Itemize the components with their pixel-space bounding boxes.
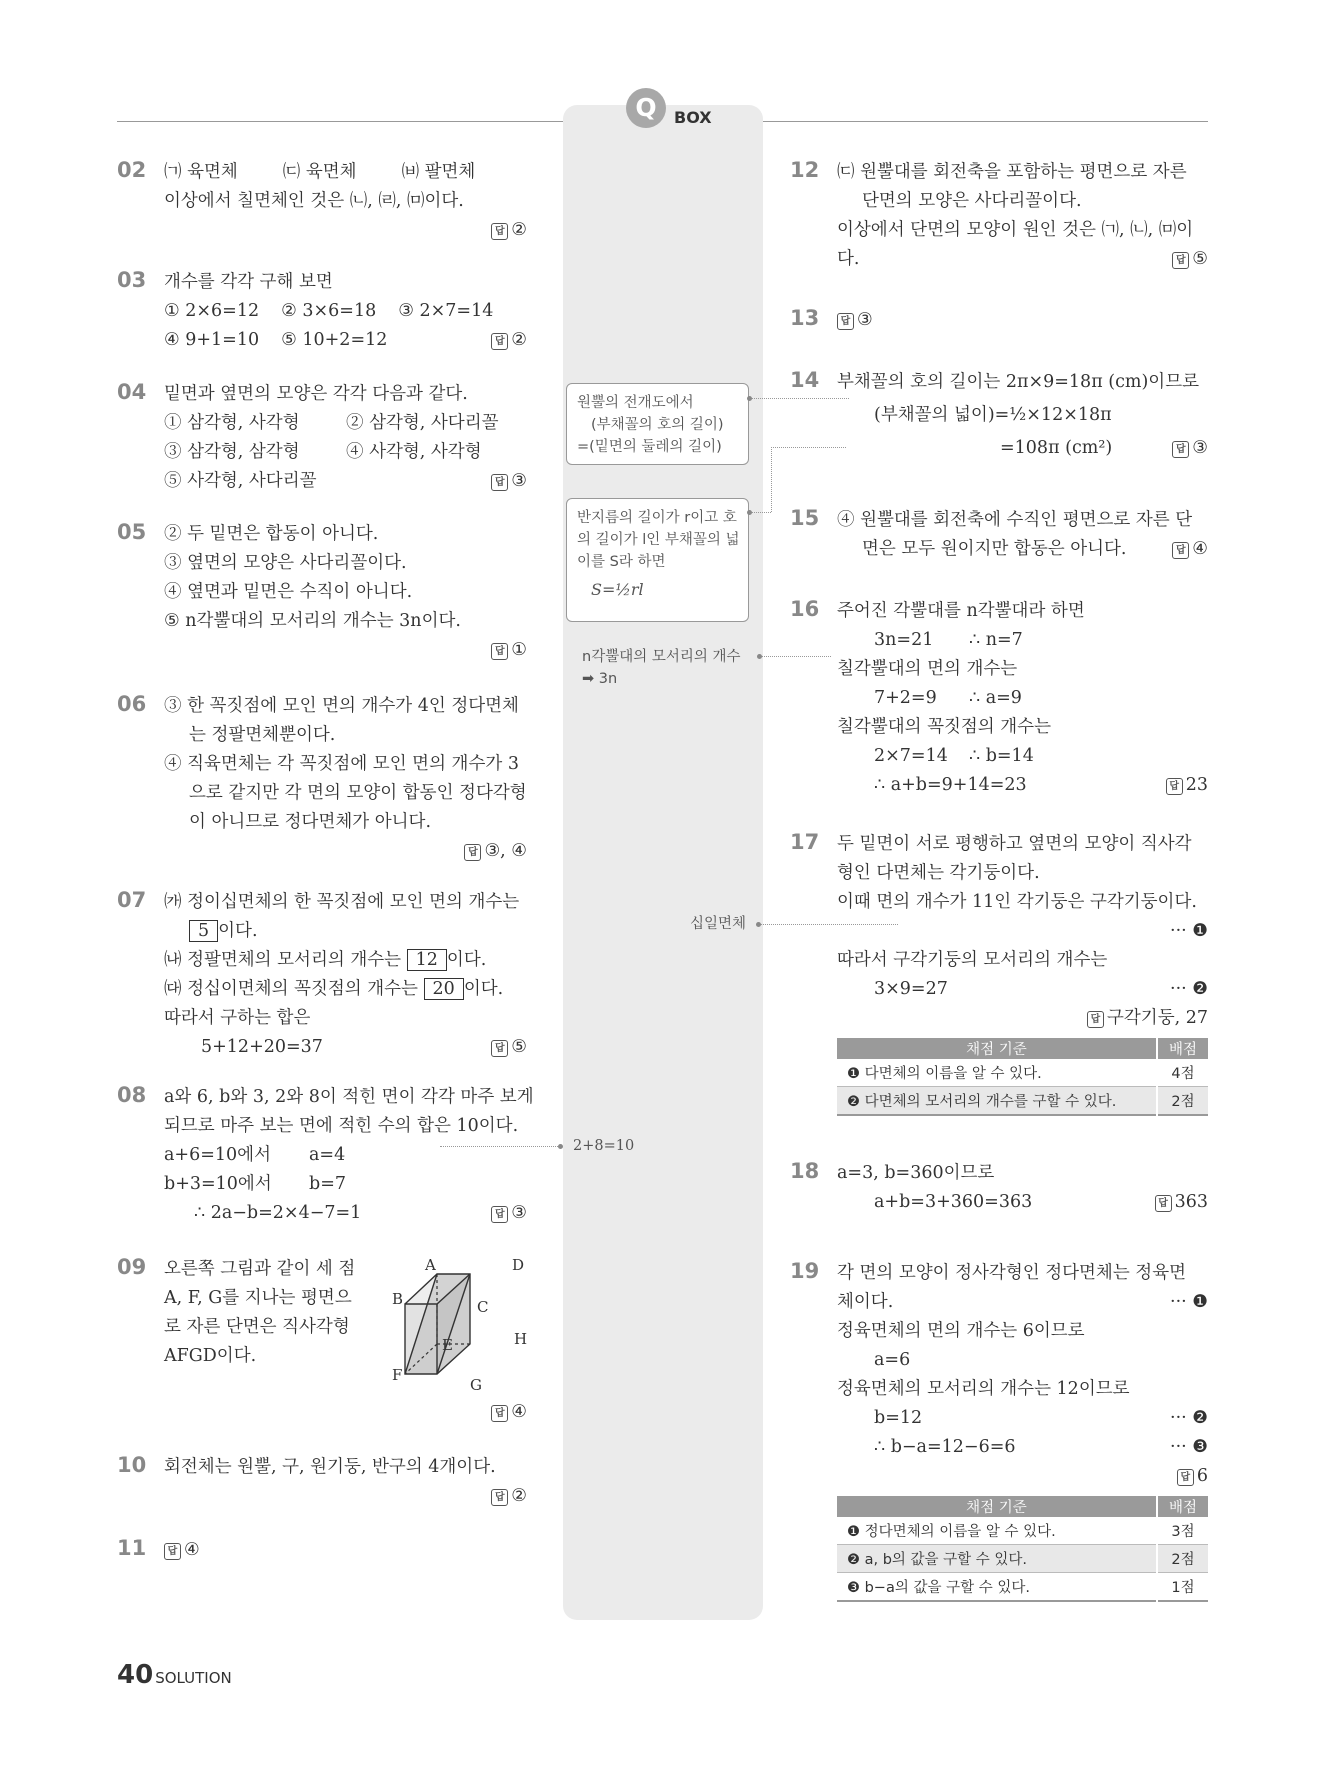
qbox-note-cone-net: 원뿔의 전개도에서 (부채꼴의 호의 길이) =(밑면의 둘레의 길이) xyxy=(566,383,749,465)
problem-08: 08 a와 6, b와 3, 2와 8이 적힌 면이 각각 마주 보게 되므로 마주 보는 면에 적힌 수의 합은 10이다. a+6=10에서 a=4 b+3=10에서 b=7 ∴ 2a−b=2×4−7=1 답 ③ xyxy=(117,1083,534,1223)
problem-10: 10 회전체는 원뿔, 구, 원기둥, 반구의 4개이다. 답 ② xyxy=(117,1453,527,1506)
cube-label-C: C xyxy=(477,1298,489,1316)
problem-04: 04 밑면과 옆면의 모양은 각각 다음과 같다. ① 삼각형, 사각형 ② 삼각형, 사다리꼴 ③ 삼각형, 삼각형 ④ 사각형, 사각형 ⑤ 사각형, 사다리꼴 답 ③ xyxy=(117,380,527,491)
cube-label-H: H xyxy=(514,1330,528,1348)
page-footer xyxy=(117,1660,232,1690)
problem-09: 09 오른쪽 그림과 같이 세 점 A, F, G를 지나는 평면으 로 자른 단면은 직사각형 AFGD이다. xyxy=(117,1255,356,1366)
problem-03: 03 개수를 각각 구해 보면 ① 2×6=12 ② 3×6=18 ③ 2×7=14 ④ 9+1=10 ⑤ 10+2=12 답 ② xyxy=(117,268,527,350)
qbox-panel xyxy=(563,105,763,1620)
problem-11: 11 답 ④ xyxy=(117,1536,200,1560)
problem-16: 16 주어진 각뿔대를 n각뿔대라 하면 3n=21 ∴ n=7 칠각뿔대의 면의 개수는 7+2=9 ∴ a=9 칠각뿔대의 꼭짓점의 개수는 2×7=14 ∴ b=14 ∴ a+b=9+14=23 답 23 xyxy=(790,597,1208,795)
blank-box: 5 xyxy=(189,920,218,942)
blank-box: 12 xyxy=(407,949,447,971)
problem-13: 13 답 ③ xyxy=(790,306,873,330)
grading-table-17: 채점 기준 배점 ❶ 다면체의 이름을 알 수 있다. 4점 ❷ 다면체의 모서리의 개수를 구할 수 있다. 2점 xyxy=(837,1038,1208,1116)
cube-label-B: B xyxy=(392,1290,404,1308)
grading-table-19: 채점 기준 배점 ❶ 정다면체의 이름을 알 수 있다. 3점 ❷ a, b의 값을 구할 수 있다. 2점 ❸ b−a의 값을 구할 수 있다. 1점 xyxy=(837,1496,1208,1602)
problem-15: 15 ④ 원뿔대를 회전축에 수직인 평면으로 자른 단 면은 모두 원이지만 합동은 아니다. 답 ④ xyxy=(790,506,1208,559)
problem-06: 06 ③ 한 꼭짓점에 모인 면의 개수가 4인 정다면체 는 정팔면체뿐이다. ④ 직육면체는 각 꼭짓점에 모인 면의 개수가 3 으로 같지만 각 면의 모양이 합동인 정다각형 이 아니므로 정다면체가 아니다. 답 ③, ④ xyxy=(117,692,527,861)
problem-17: 17 두 밑면이 서로 평행하고 옆면의 모양이 직사각 형인 다면체는 각기둥이다. 이때 면의 개수가 11인 각기둥은 구각기둥이다. ··· ❶ 따라서 구각기둥의 모서리의 개수는 3×9=27 ··· ❷ 답 구각기둥, 27 xyxy=(790,830,1208,1028)
qbox-note-sum: 2+8=10 xyxy=(573,1138,635,1154)
blank-box: 20 xyxy=(424,978,464,1000)
cube-label-D: D xyxy=(512,1256,525,1274)
cube-label-E: E xyxy=(442,1336,453,1354)
box-label: BOX xyxy=(674,108,712,127)
problem-19: 19 각 면의 모양이 정사각형인 정다면체는 정육면 체이다. ··· ❶ 정육면체의 면의 개수는 6이므로 a=6 정육면체의 모서리의 개수는 12이므로 b=12 ··· ❷ ∴ b−a=12−6=6 ··· ❸ 답 6 xyxy=(790,1259,1208,1486)
footer-label: SOLUTION xyxy=(155,1669,232,1687)
problem-05: 05 ② 두 밑면은 합동이 아니다. ③ 옆면의 모양은 사다리꼴이다. ④ 옆면과 밑면은 수직이 아니다. ⑤ n각뿔대의 모서리의 개수는 3n이다. 답 ① xyxy=(117,520,527,660)
cube-label-G: G xyxy=(470,1376,482,1394)
header-rule-right xyxy=(752,121,1208,122)
cube-label-F: F xyxy=(392,1366,403,1384)
problem-12: 12 ㈂ 원뿔대를 회전축을 포함하는 평면으로 자른 단면의 모양은 사다리꼴이다. 이상에서 단면의 모양이 원인 것은 ㈀, ㈁, ㈄이 다. 답 ⑤ xyxy=(790,158,1208,269)
qbox-note-hendecahedron: 십일면체 xyxy=(690,916,747,932)
q-badge: Q xyxy=(626,88,666,128)
qbox-note-frustum-edges: n각뿔대의 모서리의 개수 ➡ 3n xyxy=(582,649,741,687)
problem-02: 02 ㈀ 육면체 ㈂ 육면체 ㈅ 팔면체 이상에서 칠면체인 것은 ㈁, ㈃, ㈄이다. 답 ② xyxy=(117,158,527,240)
problem-09-answer: 답 ④ xyxy=(117,1398,527,1427)
problem-07: 07 ㈎ 정이십면체의 한 꼭짓점에 모인 면의 개수는 5 이다. ㈏ 정팔면체의 모서리의 개수는 12 이다. ㈐ 정십이면체의 꼭짓점의 개수는 20 이다. 따라서 구하는 합은 5+12+20=37 답 ⑤ xyxy=(117,888,527,1057)
problem-14: 14 부채꼴의 호의 길이는 2π×9=18π (cm)이므로 (부채꼴의 넓이)=½×12×18π =108π (cm²) 답 ③ xyxy=(790,368,1208,458)
header-rule-left xyxy=(117,121,563,122)
qbox-note-sector-area: 반지름의 길이가 r이고 호 의 길이가 l인 부채꼴의 넓 이를 S라 하면 S=½rl xyxy=(566,498,749,622)
cube-label-A: A xyxy=(425,1256,436,1274)
page-number: 40 xyxy=(117,1660,154,1690)
problem-18: 18 a=3, b=360이므로 a+b=3+360=363 답 363 xyxy=(790,1159,1208,1212)
